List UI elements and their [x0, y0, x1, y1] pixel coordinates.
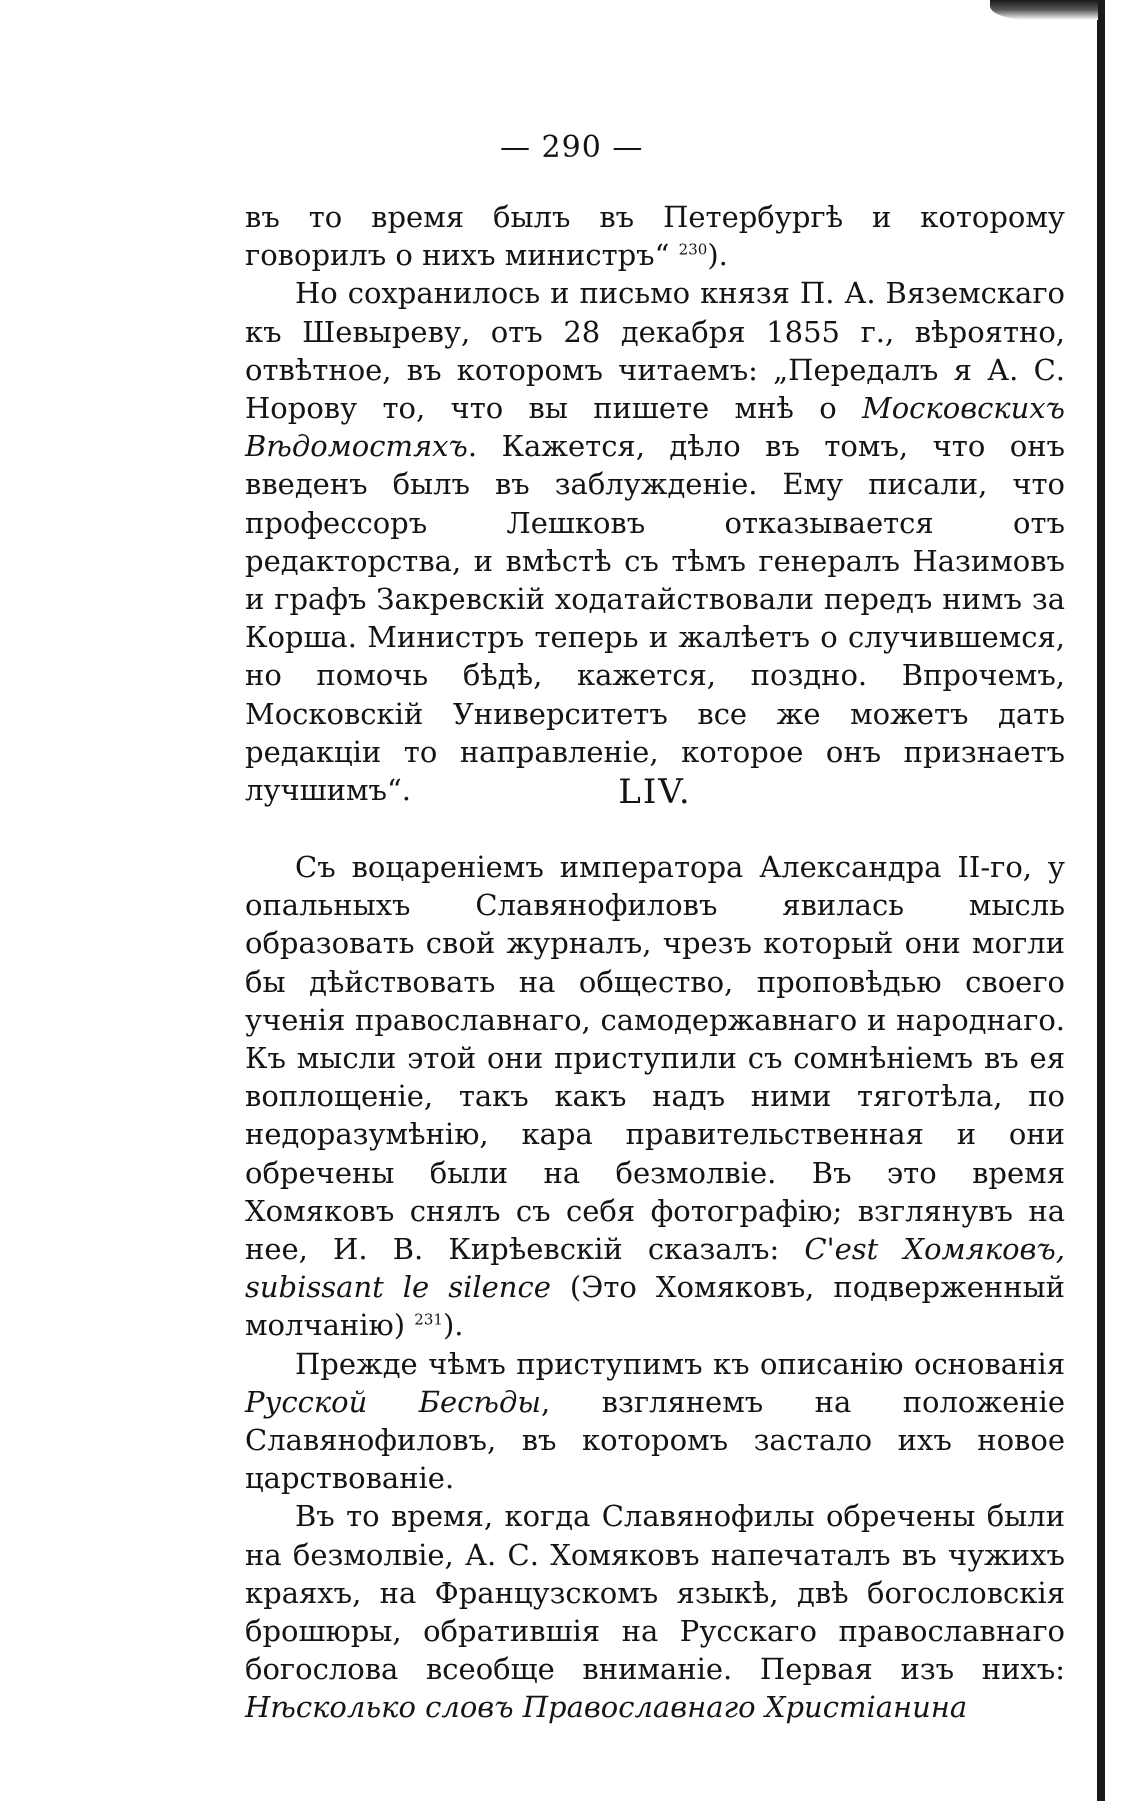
paragraph-text: Но сохранилось и письмо князя П. А. Вяземскаго къ Шевыреву, отъ 28 декабря 1855 г., вѣроятно, отвѣтное, въ которомъ читаемъ: „Передалъ я А. С. Норову то, что вы пишете мнѣ о	[245, 276, 1065, 426]
italic-title: Нѣсколько словъ Православнаго Христіанина	[245, 1690, 968, 1725]
paragraph-text: Въ то время, когда Славянофилы обречены были на безмолвіе, А. С. Хомяковъ напечаталъ въ чужихъ краяхъ, на Французскомъ языкѣ, двѣ богословскія брошюры, обратившія на Русскаго православнаго богослова всеобще вниманіе. Первая изъ нихъ:	[245, 1499, 1065, 1687]
footnote-ref: 231	[414, 1310, 443, 1329]
paragraph-text: (Это Хомяковъ, подверженный молчанію)	[245, 1270, 1065, 1343]
paragraph-text: , взглянемъ на положеніе Славянофиловъ, въ которомъ застало ихъ новое царствованіе.	[245, 1384, 1065, 1496]
top-text-block	[245, 198, 1065, 809]
scan-edge-bar	[1097, 0, 1105, 1801]
paragraph-khomyakov	[245, 1497, 1065, 1726]
paragraph-accession	[245, 848, 1065, 1345]
paragraph-letter	[245, 274, 1065, 809]
italic-title: Русской Бесѣды	[245, 1384, 542, 1419]
italic-quote: C'est Хомяковъ, subissant le silence	[245, 1232, 1065, 1305]
section-heading: LIV.	[618, 772, 692, 812]
italic-title: Московскихъ Вѣдомостяхъ	[245, 391, 1065, 464]
bottom-text-block	[245, 848, 1065, 1727]
scan-smudge	[990, 0, 1098, 20]
paragraph-text: Прежде чѣмъ приступимъ къ описанію основанія	[295, 1346, 1065, 1381]
paragraph-text: ).	[707, 238, 728, 273]
page-number: — 290 —	[500, 130, 644, 165]
paragraph-text: ).	[442, 1308, 464, 1343]
paragraph-beseda	[245, 1345, 1065, 1498]
paragraph-text: въ то время былъ въ Петербургѣ и которому говорилъ о нихъ министръ“	[245, 200, 1065, 273]
footnote-ref: 230	[678, 240, 708, 259]
paragraph-text: . Кажется, дѣло въ томъ, что онъ введенъ былъ въ заблужденіе. Ему писали, что профессоръ Лешковъ отказывается отъ редакторства, и вмѣстѣ съ тѣмъ генералъ Назимовъ и графъ Закревскій ходатайствовали передъ нимъ за Корша. Министръ теперь и жалѣетъ о случившемся, но помочь бѣдѣ, кажется, поздно. Впрочемъ, Московскій Университетъ все же можетъ дать редакціи то направленіе, которое онъ признаетъ лучшимъ“.	[245, 429, 1065, 808]
paragraph-text: Съ воцареніемъ императора Александра II-го, у опальныхъ Славянофиловъ явилась мысль образовать свой журналъ, чрезъ который они могли бы дѣйствовать на общество, проповѣдью своего ученія православнаго, самодержавнаго и народнаго. Къ мысли этой они приступили съ сомнѣніемъ въ ея воплощеніе, такъ какъ надъ ними тяготѣла, по недоразумѣнію, кара правительственная и они обречены были на безмолвіе. Въ это время Хомяковъ снялъ съ себя фотографію; взглянувъ на нее, И. В. Кирѣевскій сказалъ:	[245, 850, 1065, 1267]
paragraph-continuation	[245, 198, 1065, 274]
